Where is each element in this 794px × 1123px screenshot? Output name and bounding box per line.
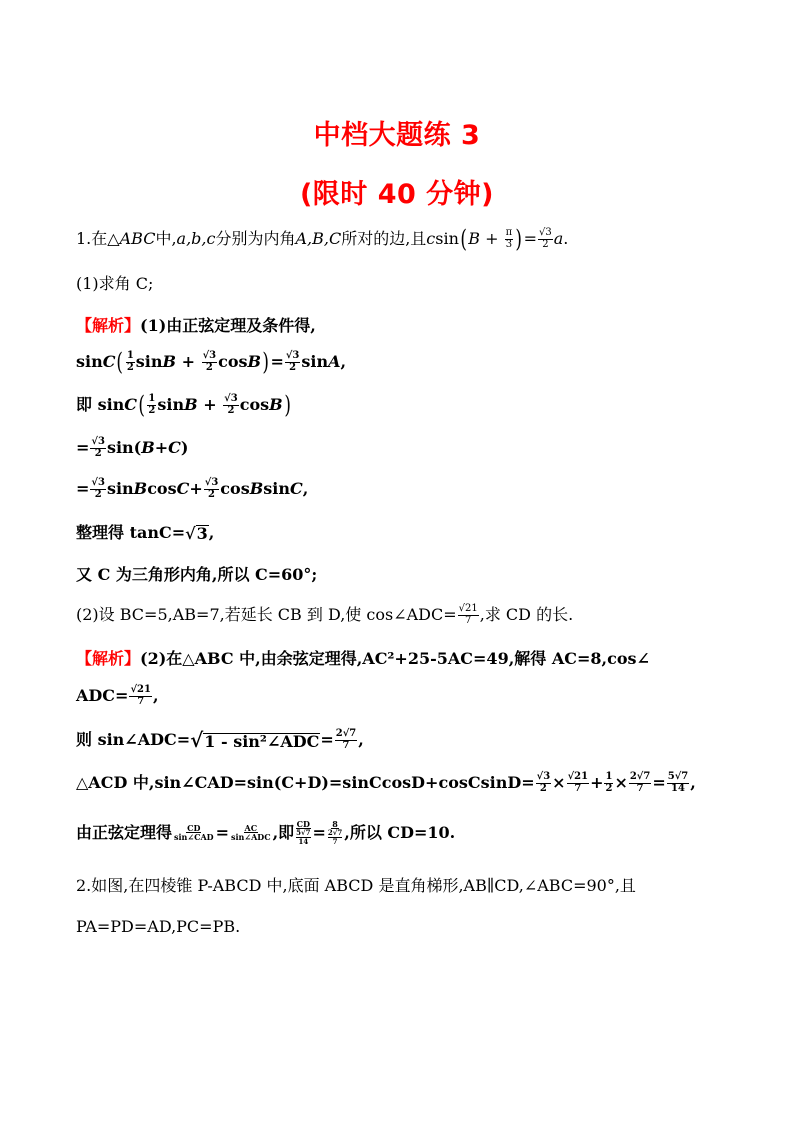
- q1-solution-line6: 整理得 tanC= √ 3 ,: [76, 523, 215, 543]
- q1-solution-line3: 即 sin C ( $\frac{1}{2}$ sin B + $\frac{√3}{2}$ cos B ): [76, 391, 291, 419]
- q1-part1: (1)求角 C;: [76, 274, 154, 293]
- q1-solution-intro: 【解析】 (1)由正弦定理及条件得,: [76, 316, 316, 335]
- page-title: 中档大题练 3: [313, 120, 481, 151]
- q1-solution-line4: = $\frac{√3}{2}$ sin( B + C ): [76, 436, 189, 459]
- q2-solution-line1: 【解析】 (2)在△ABC 中,由余弦定理得,AC²+25-5AC=49,解得 AC=8,cos∠: [76, 649, 650, 668]
- q2-stem-line2: PA=PD=AD,PC=PB.: [76, 917, 241, 936]
- q2-solution-line5: 由正弦定理得 $\frac{CD}{\text{sin∠CAD}}$ = $\frac{AC}{\text{sin∠ADC}}$ ,即 CD 5√7 14 = 8 2√7 7 ,所以 CD=10.: [76, 819, 456, 846]
- q1-solution-line5: = $\frac{√3}{2}$ sin B cos C + $\frac{√3}{2}$ cos B sin C ,: [76, 477, 309, 500]
- q1-stem: 1.在△ ABC 中, a,b,c 分别为内角 A,B,C 所对的边,且 c sin ( B + $\frac{\pi}{3}$ ) = $\frac{√3}{2}$ a .: [76, 225, 569, 253]
- q1-part2: (2)设 BC=5,AB=7,若延长 CB 到 D,使 cos∠ADC= $\frac{√21}{7}$ ,求 CD 的长.: [76, 603, 574, 626]
- q1-solution-line7: 又 C 为三角形内角,所以 C=60°;: [76, 565, 318, 584]
- page-subtitle: (限时 40 分钟): [299, 179, 495, 210]
- q2-stem-line1: 2.如图,在四棱锥 P-ABCD 中,底面 ABCD 是直角梯形,AB∥CD,∠ABC=90°,且: [76, 876, 636, 895]
- q2-solution-line3: 则 sin∠ADC= √ 1 - sin²∠ADC = $\frac{2√7}{7}$ ,: [76, 728, 364, 752]
- q1-solution-line2: sin C ( $\frac{1}{2}$ sin B + $\frac{√3}{2}$ cos B ) = $\frac{√3}{2}$ sin A ,: [76, 348, 347, 376]
- q2-solution-line4: △ACD 中,sin∠CAD=sin(C+D)=sinCcosD+cosCsinD= $\frac{√3}{2}$ × $\frac{√21}{7}$ + $\frac{1}{2}$ × $\frac{2√7}{7}$ = $\frac{5√7}{14}$ ,: [76, 771, 696, 794]
- q2-solution-line2: ADC= $\frac{√21}{7}$ ,: [76, 684, 159, 707]
